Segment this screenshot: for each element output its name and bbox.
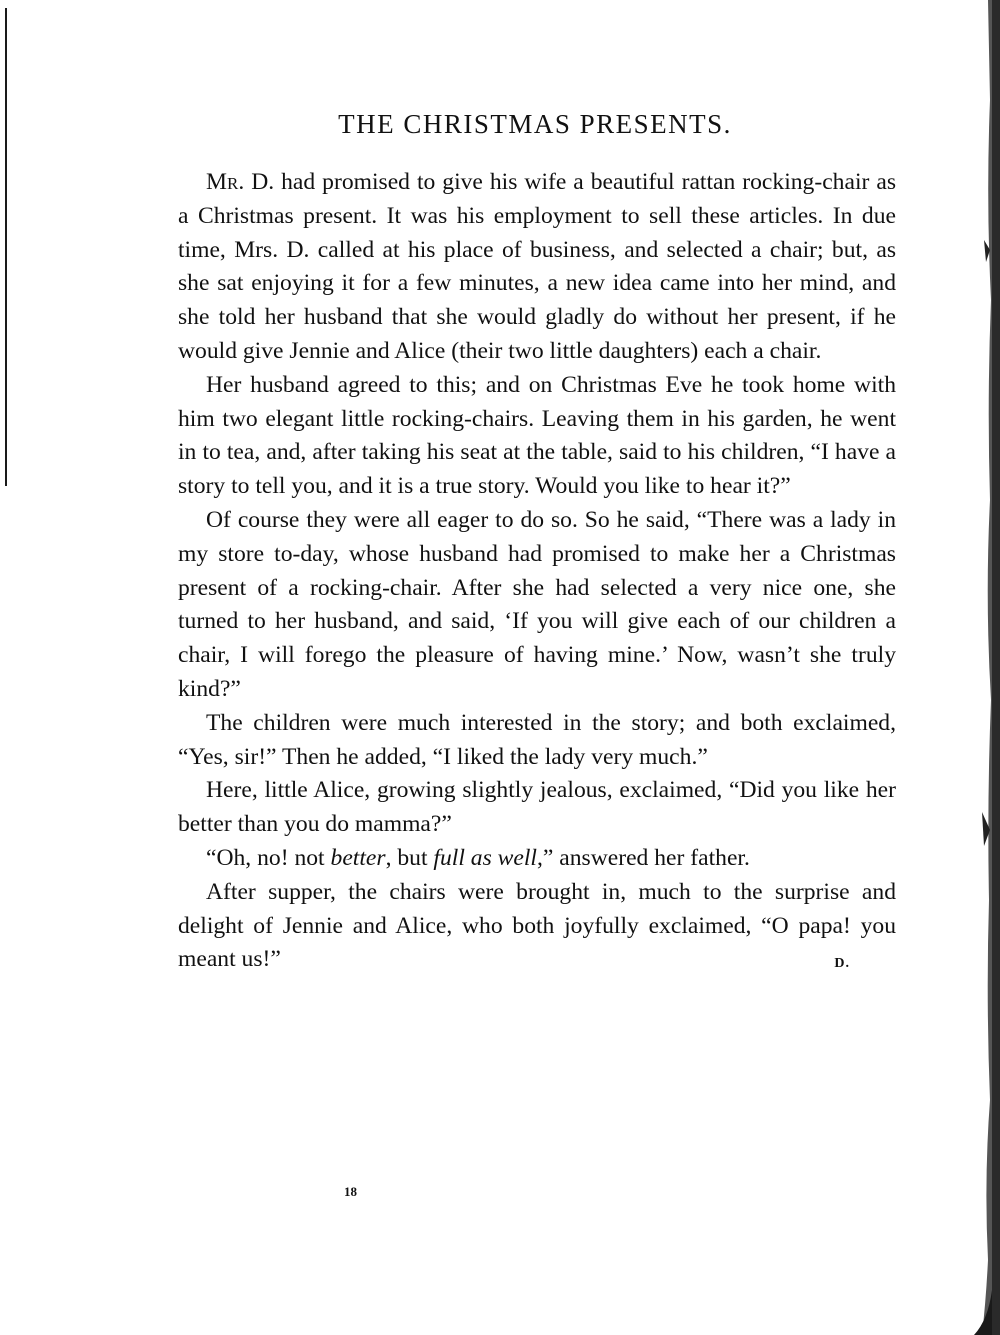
paragraph-2: Her husband agreed to this; and on Christmas Eve he took home with him two elegant little rocking-chairs. Leaving them in his garden, he went in to tea, and, after taking his seat at the table, said to his children, “I have a story to tell you, and it is a true story. Would you like to hear it?” [178, 371, 896, 500]
emphasis-better: better [330, 844, 386, 871]
paragraph-5: Here, little Alice, growing slightly jealous, exclaimed, “Did you like her better than you do mamma?” [178, 777, 896, 838]
paragraph-text: “Oh, no! not [206, 844, 331, 871]
paragraph-text: D. had promised to give his wife a beautiful rattan rocking-chair as a Christmas present. It was his employment to sell these articles. In due time, Mrs. D. called at his place of business, and selected a chair; but, as she sat enjoying it for a few minutes, a new idea came into her mind, and she told her husband that she would gladly do without her present, if he would give Jennie and Alice (their two little daughters) each a chair. [178, 169, 896, 364]
page-number: 18 [344, 1184, 357, 1199]
paragraph-6 [178, 842, 896, 876]
page-title: THE CHRISTMAS PRESENTS. [338, 109, 732, 139]
page-edge-rule-left [5, 8, 7, 486]
paragraph-lead-word: Mr. [206, 169, 245, 195]
emphasis-full-as-well: full as well [433, 844, 537, 871]
paragraph-3: Of course they were all eager to do so. So he said, “There was a lady in my store to-day, whose husband had promised to make her a Christmas present of a rocking-chair. After she had selected a very nice one, she turned to her husband, and said, ‘If you will give each of our children a chair, I will forego the pleasure of having mine.’ Now, wasn’t she truly kind?” [178, 506, 896, 702]
paragraph-text: ,” answered her father. [536, 844, 750, 871]
paragraph-7 [178, 876, 896, 977]
author-signature: D. [834, 956, 850, 972]
paragraph-text: , but [385, 844, 434, 871]
paragraph-1 [178, 166, 896, 369]
page-edge-shadow-right [974, 0, 1000, 1335]
paragraph-4: The children were much interested in the story; and both exclaimed, “Yes, sir!” Then he added, “I liked the lady very much.” [178, 709, 896, 770]
paragraph-text: After supper, the chairs were brought in, much to the surprise and delight of Jennie and Alice, who both joyfully exclaimed, “O papa! you meant us!” [178, 878, 896, 973]
story-body [178, 166, 896, 981]
